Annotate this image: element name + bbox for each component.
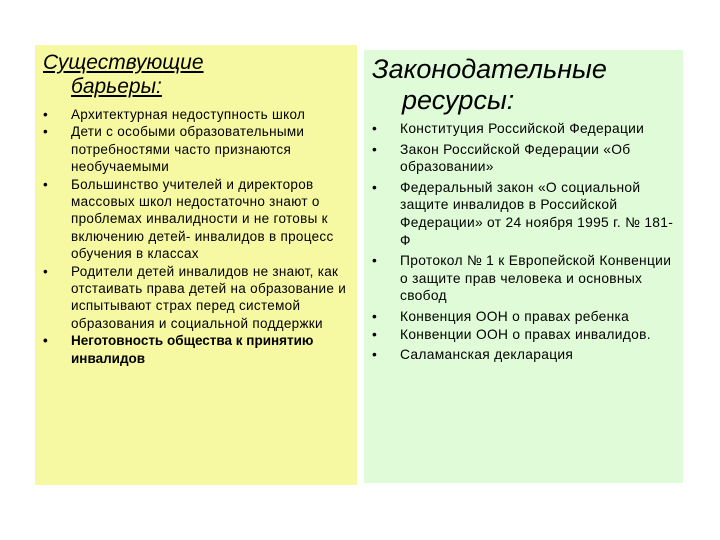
bullet-icon: • <box>372 347 378 363</box>
bullet-icon: • <box>372 121 378 136</box>
legal-resources-heading-line1: Законодательные <box>372 54 607 84</box>
legal-resources-heading-line2: ресурсы: <box>402 85 515 115</box>
list-item <box>372 308 677 326</box>
bullet-icon: • <box>43 176 49 192</box>
list-item-text: Родители детей инвалидов не знают, как отстаивать права детей на образование и испытывают страх перед системой образования и социальной поддержки <box>71 263 347 331</box>
list-item <box>43 332 351 367</box>
list-item <box>372 252 677 305</box>
list-item <box>43 176 351 263</box>
list-item <box>43 123 351 175</box>
barriers-heading <box>43 51 351 99</box>
list-item-text: Архитектурная недоступность школ <box>71 107 306 122</box>
bullet-icon: • <box>43 124 49 140</box>
list-item <box>372 346 677 364</box>
list-item-text: Конституция Российской Федерации <box>400 121 645 136</box>
barriers-heading-line1: Существующие <box>43 51 204 74</box>
bullet-icon: • <box>372 141 378 157</box>
list-item-text: Конвенции ООН о правах инвалидов. <box>400 326 651 342</box>
legal-resources-heading <box>372 54 677 116</box>
list-item-text: Протокол № 1 к Европейской Конвенции о защите прав человека и основных свобод <box>400 253 672 304</box>
list-item <box>372 326 677 344</box>
legal-resources-panel <box>364 50 683 483</box>
list-item <box>43 263 351 333</box>
bullet-icon: • <box>43 333 48 349</box>
list-item-text: Федеральный закон «О социальной защите инвалидов в Российской Федерации» от 24 ноября 1995 г. № 181-Ф <box>400 179 674 248</box>
list-item <box>372 179 677 249</box>
legal-resources-list <box>372 120 677 364</box>
list-item-text: Дети с особыми образовательными потребностями часто признаются необучаемыми <box>71 124 305 175</box>
bullet-icon: • <box>372 253 378 269</box>
bullet-icon: • <box>372 308 378 324</box>
list-item <box>372 120 677 138</box>
list-item-text: Саламанская декларация <box>400 347 574 363</box>
barriers-heading-line2: барьеры: <box>71 75 162 98</box>
list-item-text: Большинство учителей и директоров массовых школ недостаточно знают о проблемах инвалидности и не готовы к включению детей- инвалидов в процесс обучения в классах <box>71 176 334 262</box>
bullet-icon: • <box>372 179 378 195</box>
bullet-icon: • <box>372 326 378 342</box>
list-item-text: Неготовность общества к принятию инвалидов <box>71 333 314 366</box>
barriers-list <box>43 106 351 367</box>
list-item-text: Конвенция ООН о правах ребенка <box>400 308 630 324</box>
list-item-text: Закон Российской Федерации «Об образовании» <box>400 141 631 175</box>
list-item <box>43 106 351 123</box>
bullet-icon: • <box>43 107 49 122</box>
bullet-icon: • <box>43 263 49 279</box>
list-item <box>372 141 677 176</box>
barriers-panel <box>35 45 357 485</box>
